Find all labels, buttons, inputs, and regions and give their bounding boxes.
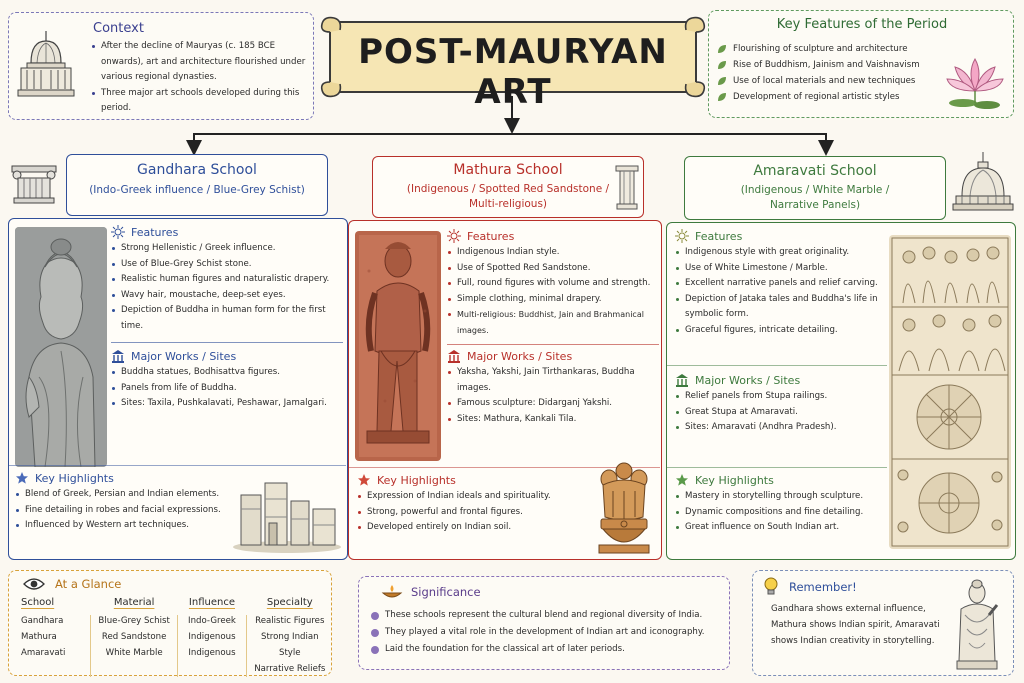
remember-heading-row (763, 577, 857, 597)
table-header: School (21, 597, 55, 608)
list-item: Yaksha, Yakshi, Jain Tirthankaras, Buddha images. (447, 365, 659, 396)
page-title: POST-MAURYAN ART (358, 32, 668, 112)
connector-arrows (0, 96, 1024, 156)
table-header: Material (113, 597, 155, 608)
list-item: Depiction of Jataka tales and Buddha's life in symbolic form. (675, 292, 895, 323)
at-a-glance-box (8, 570, 332, 676)
glance-heading-row (23, 577, 121, 591)
divider (667, 365, 887, 366)
remember-box (752, 570, 1014, 676)
star-icon (675, 473, 689, 487)
glance-col-specialty (253, 597, 327, 677)
list-item: Strong Hellenistic / Greek influence. (111, 241, 343, 257)
list-item: Development of regional artistic styles (717, 89, 937, 105)
list-item: Blend of Greek, Persian and Indian elements. (15, 487, 243, 503)
list-item: Influenced by Western art techniques. (15, 518, 243, 534)
capitol-dome-icon (17, 29, 75, 101)
list-item: They played a vital role in the development of Indian art and iconography. (371, 624, 727, 641)
temple-icon (111, 349, 125, 363)
list-item: Three major art schools developed during this period. (91, 86, 309, 117)
list-item: Full, round figures with volume and strength. (447, 276, 659, 292)
divider (90, 615, 91, 677)
section-heading: Major Works / Sites (675, 373, 889, 387)
mathura-title: Mathura School (453, 162, 563, 178)
gandhara-features-section (111, 225, 343, 412)
section-heading: Major Works / Sites (111, 349, 343, 363)
list-item: Wavy hair, moustache, deep-set eyes. (111, 288, 343, 304)
table-cell: Gandhara (21, 616, 64, 626)
glance-heading: At a Glance (55, 577, 122, 591)
table-cell: Strong Indian Style (260, 632, 319, 658)
divider (177, 615, 178, 677)
table-cell: White Marble (105, 648, 163, 658)
bullet-dot-icon (371, 646, 379, 654)
section-heading: Key Highlights (357, 473, 587, 487)
amaravati-works-section (675, 373, 889, 436)
leaf-icon (717, 44, 727, 54)
list-item: Buddha statues, Bodhisattva figures. (111, 365, 343, 381)
gandhara-panel (8, 218, 348, 560)
section-heading: Key Highlights (675, 473, 889, 487)
gandhara-subtitle: (Indo-Greek influence / Blue-Grey Schist) (89, 184, 305, 196)
list-item: These schools represent the cultural blend and regional diversity of India. (371, 607, 727, 624)
table-header: Influence (188, 597, 235, 608)
mathura-highlights-section (357, 473, 587, 536)
divider (447, 344, 659, 345)
table-cell: Indigenous (188, 632, 236, 642)
section-heading: Key Highlights (15, 471, 243, 485)
table-cell: Blue-Grey Schist (98, 616, 170, 626)
amaravati-title: Amaravati School (753, 163, 877, 179)
table-cell: Narrative Reliefs (254, 664, 326, 674)
mathura-yaksha-image (355, 231, 441, 461)
pillar-icon (614, 164, 640, 210)
divider (246, 615, 247, 677)
amaravati-features-section (675, 229, 895, 338)
list-item: Use of local materials and new techniques (717, 73, 937, 89)
eye-icon (23, 577, 45, 591)
ionic-column-icon (10, 164, 58, 204)
bullet-dot-icon (371, 629, 379, 637)
stupa-icon (952, 150, 1014, 214)
gandhara-header (66, 154, 328, 216)
table-cell: Realistic Figures (255, 616, 325, 626)
section-heading: Features (675, 229, 895, 243)
list-item: Excellent narrative panels and relief carving. (675, 276, 895, 292)
list-item: Indigenous Indian style. (447, 245, 659, 261)
glance-col-material (97, 597, 171, 677)
list-item: Sites: Mathura, Kankali Tila. (447, 412, 659, 428)
divider (111, 342, 343, 343)
list-item: Laid the foundation for the classical art of later periods. (371, 641, 727, 658)
remember-text: Gandhara shows external influence, Mathura shows Indian spirit, Amaravati shows Indian creativity in storytelling. (771, 604, 940, 646)
glance-col-influence (184, 597, 239, 677)
table-cell: Red Sandstone (101, 632, 167, 642)
list-item: After the decline of Mauryas (c. 185 BCE onwards), art and architecture flourished under various regional dynasties. (91, 39, 309, 86)
temple-icon (675, 373, 689, 387)
divider (9, 465, 346, 466)
star-icon (357, 473, 371, 487)
list-item: Panels from life of Buddha. (111, 381, 343, 397)
remember-heading: Remember! (789, 580, 857, 594)
sun-icon (111, 225, 125, 239)
glance-table (21, 597, 327, 677)
amaravati-header (684, 156, 946, 220)
gandhara-title: Gandhara School (137, 162, 257, 178)
list-item: Use of Blue-Grey Schist stone. (111, 257, 343, 273)
table-header: Specialty (266, 597, 313, 608)
significance-heading: Significance (411, 585, 481, 599)
temple-icon (447, 349, 461, 363)
list-item: Relief panels from Stupa railings. (675, 389, 889, 405)
list-item: Flourishing of sculpture and architecture (717, 41, 937, 57)
sun-icon (447, 229, 461, 243)
list-item: Strong, powerful and frontal figures. (357, 505, 587, 521)
list-item: Simple clothing, minimal drapery. (447, 292, 659, 308)
oil-lamp-icon (381, 585, 403, 599)
list-item: Graceful figures, intricate detailing. (675, 323, 895, 339)
table-cell: Indigenous (188, 648, 236, 658)
glance-col-school (21, 597, 84, 677)
context-heading: Context (93, 21, 144, 36)
list-item: Famous sculpture: Didarganj Yakshi. (447, 396, 659, 412)
divider (667, 467, 887, 468)
mathura-panel (348, 220, 662, 560)
amaravati-panel (666, 222, 1016, 560)
list-item: Depiction of Buddha in human form for the first time. (111, 303, 343, 334)
gandhara-buddha-image (15, 227, 107, 467)
list-item: Indigenous style with great originality. (675, 245, 895, 261)
gandhara-highlights-section (15, 471, 243, 534)
table-cell: Indo-Greek (188, 616, 236, 626)
list-item: Dynamic compositions and fine detailing. (675, 505, 889, 521)
lightbulb-icon (763, 577, 779, 597)
key-features-heading: Key Features of the Period (776, 17, 948, 32)
list-item: Developed entirely on Indian soil. (357, 520, 587, 536)
significance-heading-row (381, 585, 481, 599)
mathura-subtitle: (Indigenous / Spotted Red Sandstone / Multi-religious) (406, 183, 610, 210)
sun-icon (675, 229, 689, 243)
mathura-features-section (447, 229, 659, 427)
leaf-icon (717, 60, 727, 70)
significance-list (371, 607, 727, 658)
table-cell: Amaravati (21, 648, 66, 658)
list-item: Rise of Buddhism, Jainism and Vaishnavism (717, 57, 937, 73)
list-item: Great influence on South Indian art. (675, 520, 889, 536)
amaravati-relief-panel-image (889, 235, 1011, 549)
lion-capital-illustration (593, 461, 655, 555)
list-item: Multi-religious: Buddhist, Jain and Brahmanical images. (447, 307, 659, 338)
table-cell: Mathura (21, 632, 57, 642)
ruins-illustration (231, 475, 343, 555)
bullet-dot-icon (371, 612, 379, 620)
section-heading: Major Works / Sites (447, 349, 659, 363)
list-item: Use of White Limestone / Marble. (675, 261, 895, 277)
amaravati-highlights-section (675, 473, 889, 536)
leaf-icon (717, 76, 727, 86)
list-item: Fine detailing in robes and facial expressions. (15, 503, 243, 519)
list-item: Use of Spotted Red Sandstone. (447, 261, 659, 277)
significance-box (358, 576, 730, 670)
list-item: Sites: Amaravati (Andhra Pradesh). (675, 420, 889, 436)
list-item: Realistic human figures and naturalistic drapery. (111, 272, 343, 288)
list-item: Great Stupa at Amaravati. (675, 405, 889, 421)
list-item: Mastery in storytelling through sculpture. (675, 489, 889, 505)
star-icon (15, 471, 29, 485)
section-heading: Features (447, 229, 659, 243)
mathura-header (372, 156, 644, 218)
section-heading: Features (111, 225, 343, 239)
list-item: Sites: Taxila, Pushkalavati, Peshawar, Jamalgari. (111, 396, 343, 412)
list-item: Expression of Indian ideals and spirituality. (357, 489, 587, 505)
amaravati-subtitle: (Indigenous / White Marble / Narrative Panels) (740, 184, 890, 211)
buddha-statue-icon (951, 579, 1003, 671)
